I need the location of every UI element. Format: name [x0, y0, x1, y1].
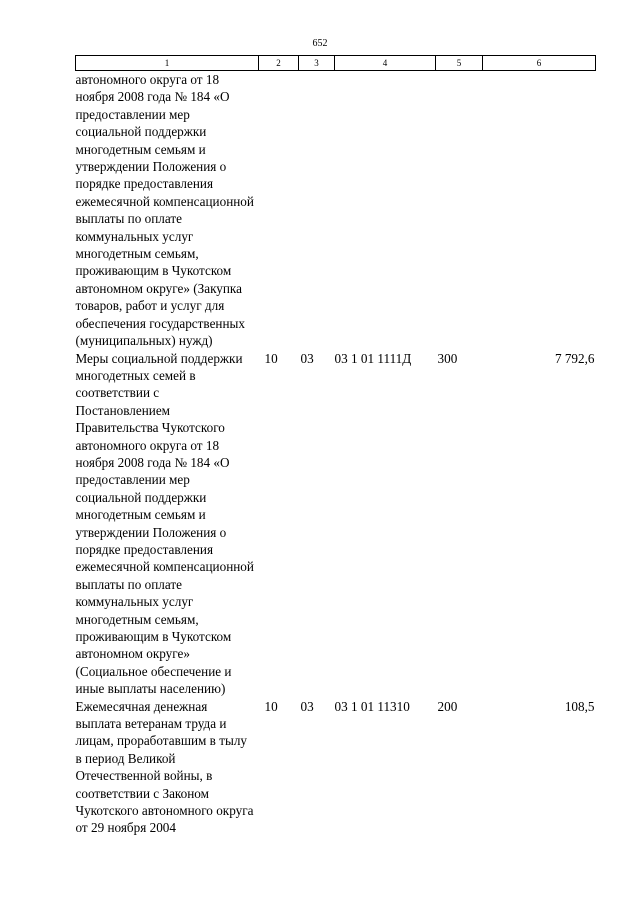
- row-amount: [483, 71, 596, 350]
- header-cell-target: 4: [335, 56, 436, 71]
- table-header: [76, 56, 596, 71]
- table-row: [76, 350, 596, 698]
- row-section: [259, 71, 299, 350]
- header-cell-section: 2: [259, 56, 299, 71]
- header-cell-amount: 6: [483, 56, 596, 71]
- row-section: 10: [264, 350, 278, 366]
- row-expense-type: 300: [437, 350, 458, 366]
- row-target: 03 1 01 11310: [334, 698, 410, 714]
- row-amount: 108,5: [564, 698, 595, 714]
- row-expense-type: 200: [437, 698, 458, 714]
- row-section: 10: [264, 698, 278, 714]
- row-target: [335, 71, 436, 350]
- row-subsection: [299, 71, 335, 350]
- header-row: [76, 56, 596, 71]
- header-cell-expense-type: 5: [436, 56, 483, 71]
- header-cell-subsection: 3: [299, 56, 335, 71]
- row-amount: 7 792,6: [554, 350, 595, 366]
- table-row: [76, 698, 596, 837]
- row-name: Меры социальной поддержки многодетных семей в соответствии с Постановлением Правительства Чукотского автономного округа от 18 ноября 2008 года № 184 «О предоставлении мер социальной поддержки многодетным семьям и утверждении Положения о порядке предоставления ежемесячной компенсационной выплаты по оплате коммунальных услуг многодетным семьям, проживающим в Чукотском автономном округе» (Социальное обеспечение и иные выплаты населению): [75, 350, 254, 697]
- table-body: [76, 71, 596, 837]
- row-subsection: 03: [300, 698, 314, 714]
- header-cell-name: 1: [76, 56, 259, 71]
- row-subsection: 03: [300, 350, 314, 366]
- table-row: [76, 71, 596, 350]
- row-expense-type: [436, 71, 483, 350]
- row-name: автономного округа от 18 ноября 2008 года № 184 «О предоставлении мер социальной поддержки многодетным семьям и утверждении Положения о порядке предоставления ежемесячной компенсационной выплаты по оплате коммунальных услуг многодетным семьям, проживающим в Чукотском автономном округе» (Закупка товаров, работ и услуг для обеспечения государственных (муниципальных) нужд): [75, 72, 254, 349]
- budget-table: [75, 55, 596, 837]
- page-number: 652: [312, 38, 328, 49]
- row-name: Ежемесячная денежная выплата ветеранам труда и лицам, проработавшим в тылу в период Великой Отечественной войны, в соответствии с Законом Чукотского автономного округа от 29 ноября 2004: [75, 698, 254, 836]
- row-target: 03 1 01 1111Д: [334, 350, 412, 366]
